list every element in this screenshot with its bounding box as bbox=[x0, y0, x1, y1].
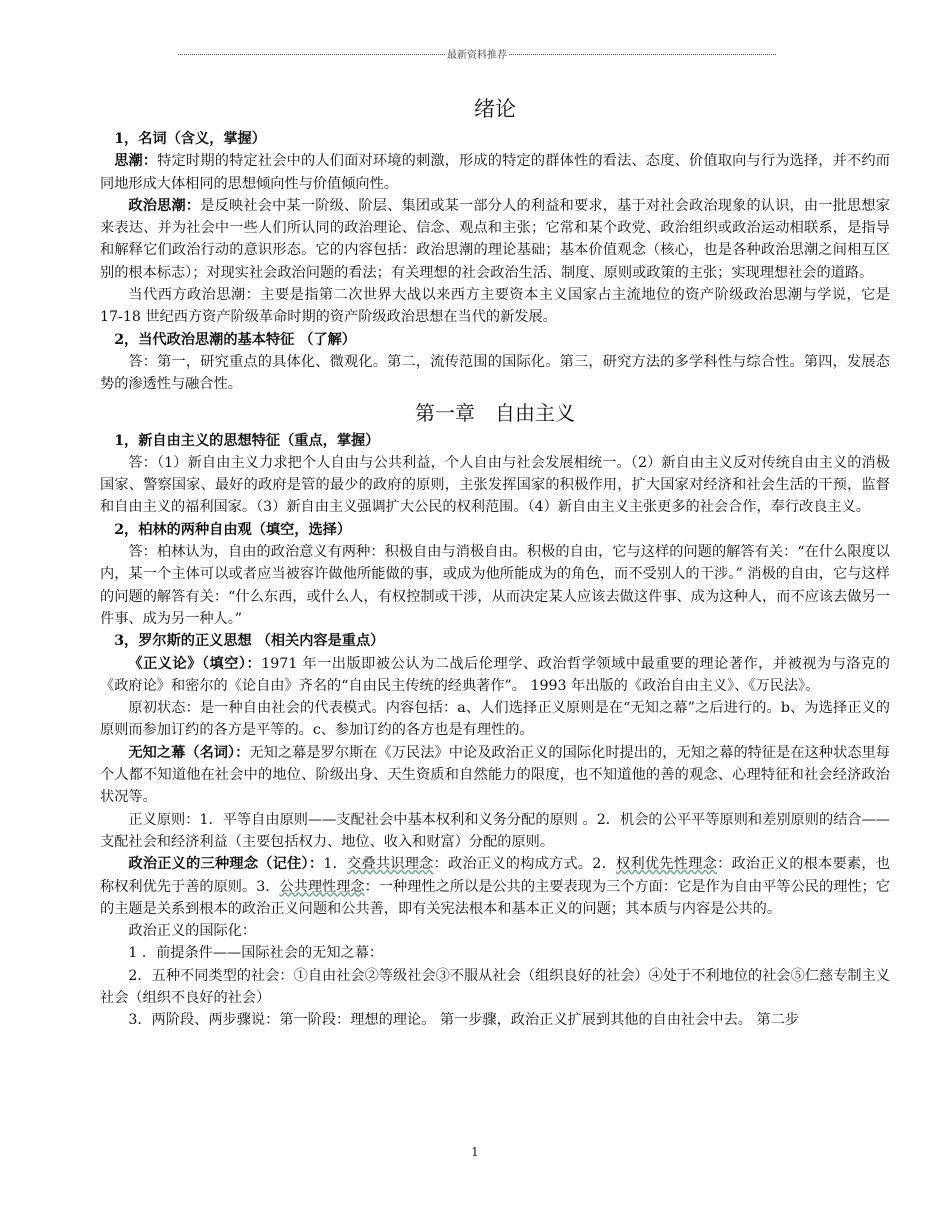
header-text: 最新资料推荐 bbox=[447, 49, 507, 61]
heading-rawls: 3，罗尔斯的正义思想 （相关内容是重点） bbox=[114, 633, 385, 650]
three-1-text: ：政治正义的构成方式。2． bbox=[433, 856, 617, 873]
idea-public-reason: 公共理性理念 bbox=[279, 878, 365, 895]
paragraph-features: 答：第一，研究重点的具体化、微观化。第二，流传范围的国际化。第三，研究方法的多学科性与综合性。第四，发展态势的渗透性与融合性。 bbox=[100, 353, 890, 393]
paragraph-intl-1: 1 ．前提条件——国际社会的无知之幕： bbox=[128, 945, 384, 962]
paragraph-original-position: 原初状态：是一种自由社会的代表模式。内容包括：a、人们选择正义原则是在“无知之幕”之后进行的。b、为选择正义的原则而参加订约的各方是平等的。c、参加订约的各方也是有理性的。 bbox=[100, 700, 890, 739]
def-sichao: 特定时期的特定社会中的人们面对环境的刺激，形成的特定的群体性的看法、态度、价值取向与行为选择，并不约而同地形成大体相同的思想倾向性与价值倾向性。 bbox=[100, 153, 890, 192]
term-justice: 《正义论》（填空）： bbox=[128, 655, 262, 672]
paragraph-zzsc bbox=[100, 195, 890, 284]
paragraph-veil bbox=[100, 742, 890, 809]
heading-features: 2，当代政治思潮的基本特征 （了解） bbox=[114, 331, 356, 348]
three-1-prefix: 1． bbox=[323, 856, 348, 873]
page-header bbox=[178, 44, 776, 62]
paragraph-intl: 政治正义的国际化： bbox=[128, 923, 257, 940]
chapter-title: 第一章 自由主义 bbox=[415, 400, 575, 425]
term-veil: 无知之幕（名词）： bbox=[128, 744, 250, 761]
term-three-ideas: 政治正义的三种理念（记住）： bbox=[128, 856, 324, 873]
paragraph-berlin: 答：柏林认为，自由的政治意义有两种：积极自由与消极自由。积极的自由，它与这样的问题的解答有关：“在什么限度以内，某一个主体可以或者应当被容许做他所能做的事，或成为他所能成为的角色，而不受别人的干涉。” 消极的自由，它与这样的问题的解答有关：“什么东西，或什么人，有权控制或干涉，从而决定某人应该去做这件事、成为这种人，而不应该去做另一件事、成为另一种人。” bbox=[100, 544, 890, 627]
page-number: 1 bbox=[471, 1145, 479, 1159]
def-zzsc: 是反映社会中某一阶级、阶层、集团或某一部分人的利益和要求，基于对社会政治现象的认识，由一批思想家来表达、并为社会中一些人们所认同的政治理论、信念、观点和主张；它常和某个政党、政治组织或政治运动相联系，是指导和解释它们政治行动的意识形态。它的内容包括：政治思潮的理论基础；基本价值观念（核心，也是各种政治思潮之间相互区别的根本标志）；对现实社会政治问题的看法；有关理想的社会政治生活、制度、原则或政策的主张；实现理想社会的道路。 bbox=[100, 197, 890, 281]
intro-title: 绪论 bbox=[474, 97, 516, 121]
heading-neolib: 1，新自由主义的思想特征（重点，掌握） bbox=[114, 432, 380, 449]
header-dots-right bbox=[509, 54, 776, 55]
heading-berlin: 2，柏林的两种自由观（填空，选择） bbox=[114, 521, 352, 538]
paragraph-intl-2: 2．五种不同类型的社会：①自由社会②等级社会③不服从社会（组织良好的社会）④处于不利地位的社会⑤仁慈专制主义社会（组织不良好的社会） bbox=[100, 967, 890, 1006]
three-3-text: ：一种理性之所以是公共的主要表现为三个方面：它是作为自由平等公民的理性；它的主题是关系到根本的政治正义问题和公共善，即有关宪法根本和基本正义的问题；其本质与内容是公共的。 bbox=[100, 878, 890, 917]
def-justice: 1971 年一出版即被公认为二战后伦理学、政治哲学领域中最重要的理论著作，并被视为与洛克的《政府论》和密尔的《论自由》齐名的“自由民主传统的经典著作”。 1993 年出版的《政治自由主义》、《万民法》。 bbox=[100, 655, 890, 694]
paragraph-three-ideas bbox=[100, 853, 890, 920]
paragraph-sichao bbox=[100, 150, 890, 195]
header-dots-left bbox=[178, 54, 445, 55]
paragraph-principles: 正义原则：1．平等自由原则——支配社会中基本权利和义务分配的原则 。2．机会的公平平等原则和差别原则的结合——支配社会和经济利益（主要包括权力、地位、收入和财富）分配的原则。 bbox=[100, 811, 890, 850]
document-body bbox=[100, 92, 890, 1032]
term-sichao: 思潮： bbox=[114, 153, 158, 170]
idea-overlapping-consensus: 交叠共识理念 bbox=[347, 856, 434, 873]
paragraph-neolib: 答：（1）新自由主义力求把个人自由与公共利益，个人自由与社会发展相统一。（2）新自由主义反对传统自由主义的消极国家、警察国家、最好的政府是管的最少的政府的原则，主张发挥国家的积极作用，扩大国家对经济和社会生活的干预，监督和自由主义的福利国家。（3）新自由主义强调扩大公民的权利范围。（4）新自由主义主张更多的社会合作，奉行改良主义。 bbox=[100, 454, 890, 516]
paragraph-western: 当代西方政治思潮：主要是指第二次世界大战以来西方主要资本主义国家占主流地位的资产阶级政治思潮与学说，它是 17-18 世纪西方资产阶级革命时期的资产阶级政治思想在当代的新发展。 bbox=[100, 287, 890, 326]
idea-priority-of-right: 权利优先性理念 bbox=[616, 856, 718, 873]
heading-terms: 1，名词（含义，掌握） bbox=[114, 131, 266, 147]
def-veil: 无知之幕是罗尔斯在《万民法》中论及政治正义的国际化时提出的，无知之幕的特征是在这种状态里每个人都不知道他在社会中的地位、阶级出身、天生资质和自然能力的限度，也不知道他的善的观念、心理特征和社会经济政治状况等。 bbox=[100, 744, 890, 806]
three-2-text: ：政治正义的根本要素，也称权利优先于善的原则。3． bbox=[100, 856, 890, 895]
paragraph-intl-3: 3．两阶段、两步骤说：第一阶段：理想的理论。 第一步骤，政治正义扩展到其他的自由社会中去。 第二步 bbox=[128, 1012, 800, 1029]
paragraph-justice bbox=[100, 653, 890, 698]
term-zzsc: 政治思潮： bbox=[128, 197, 201, 214]
